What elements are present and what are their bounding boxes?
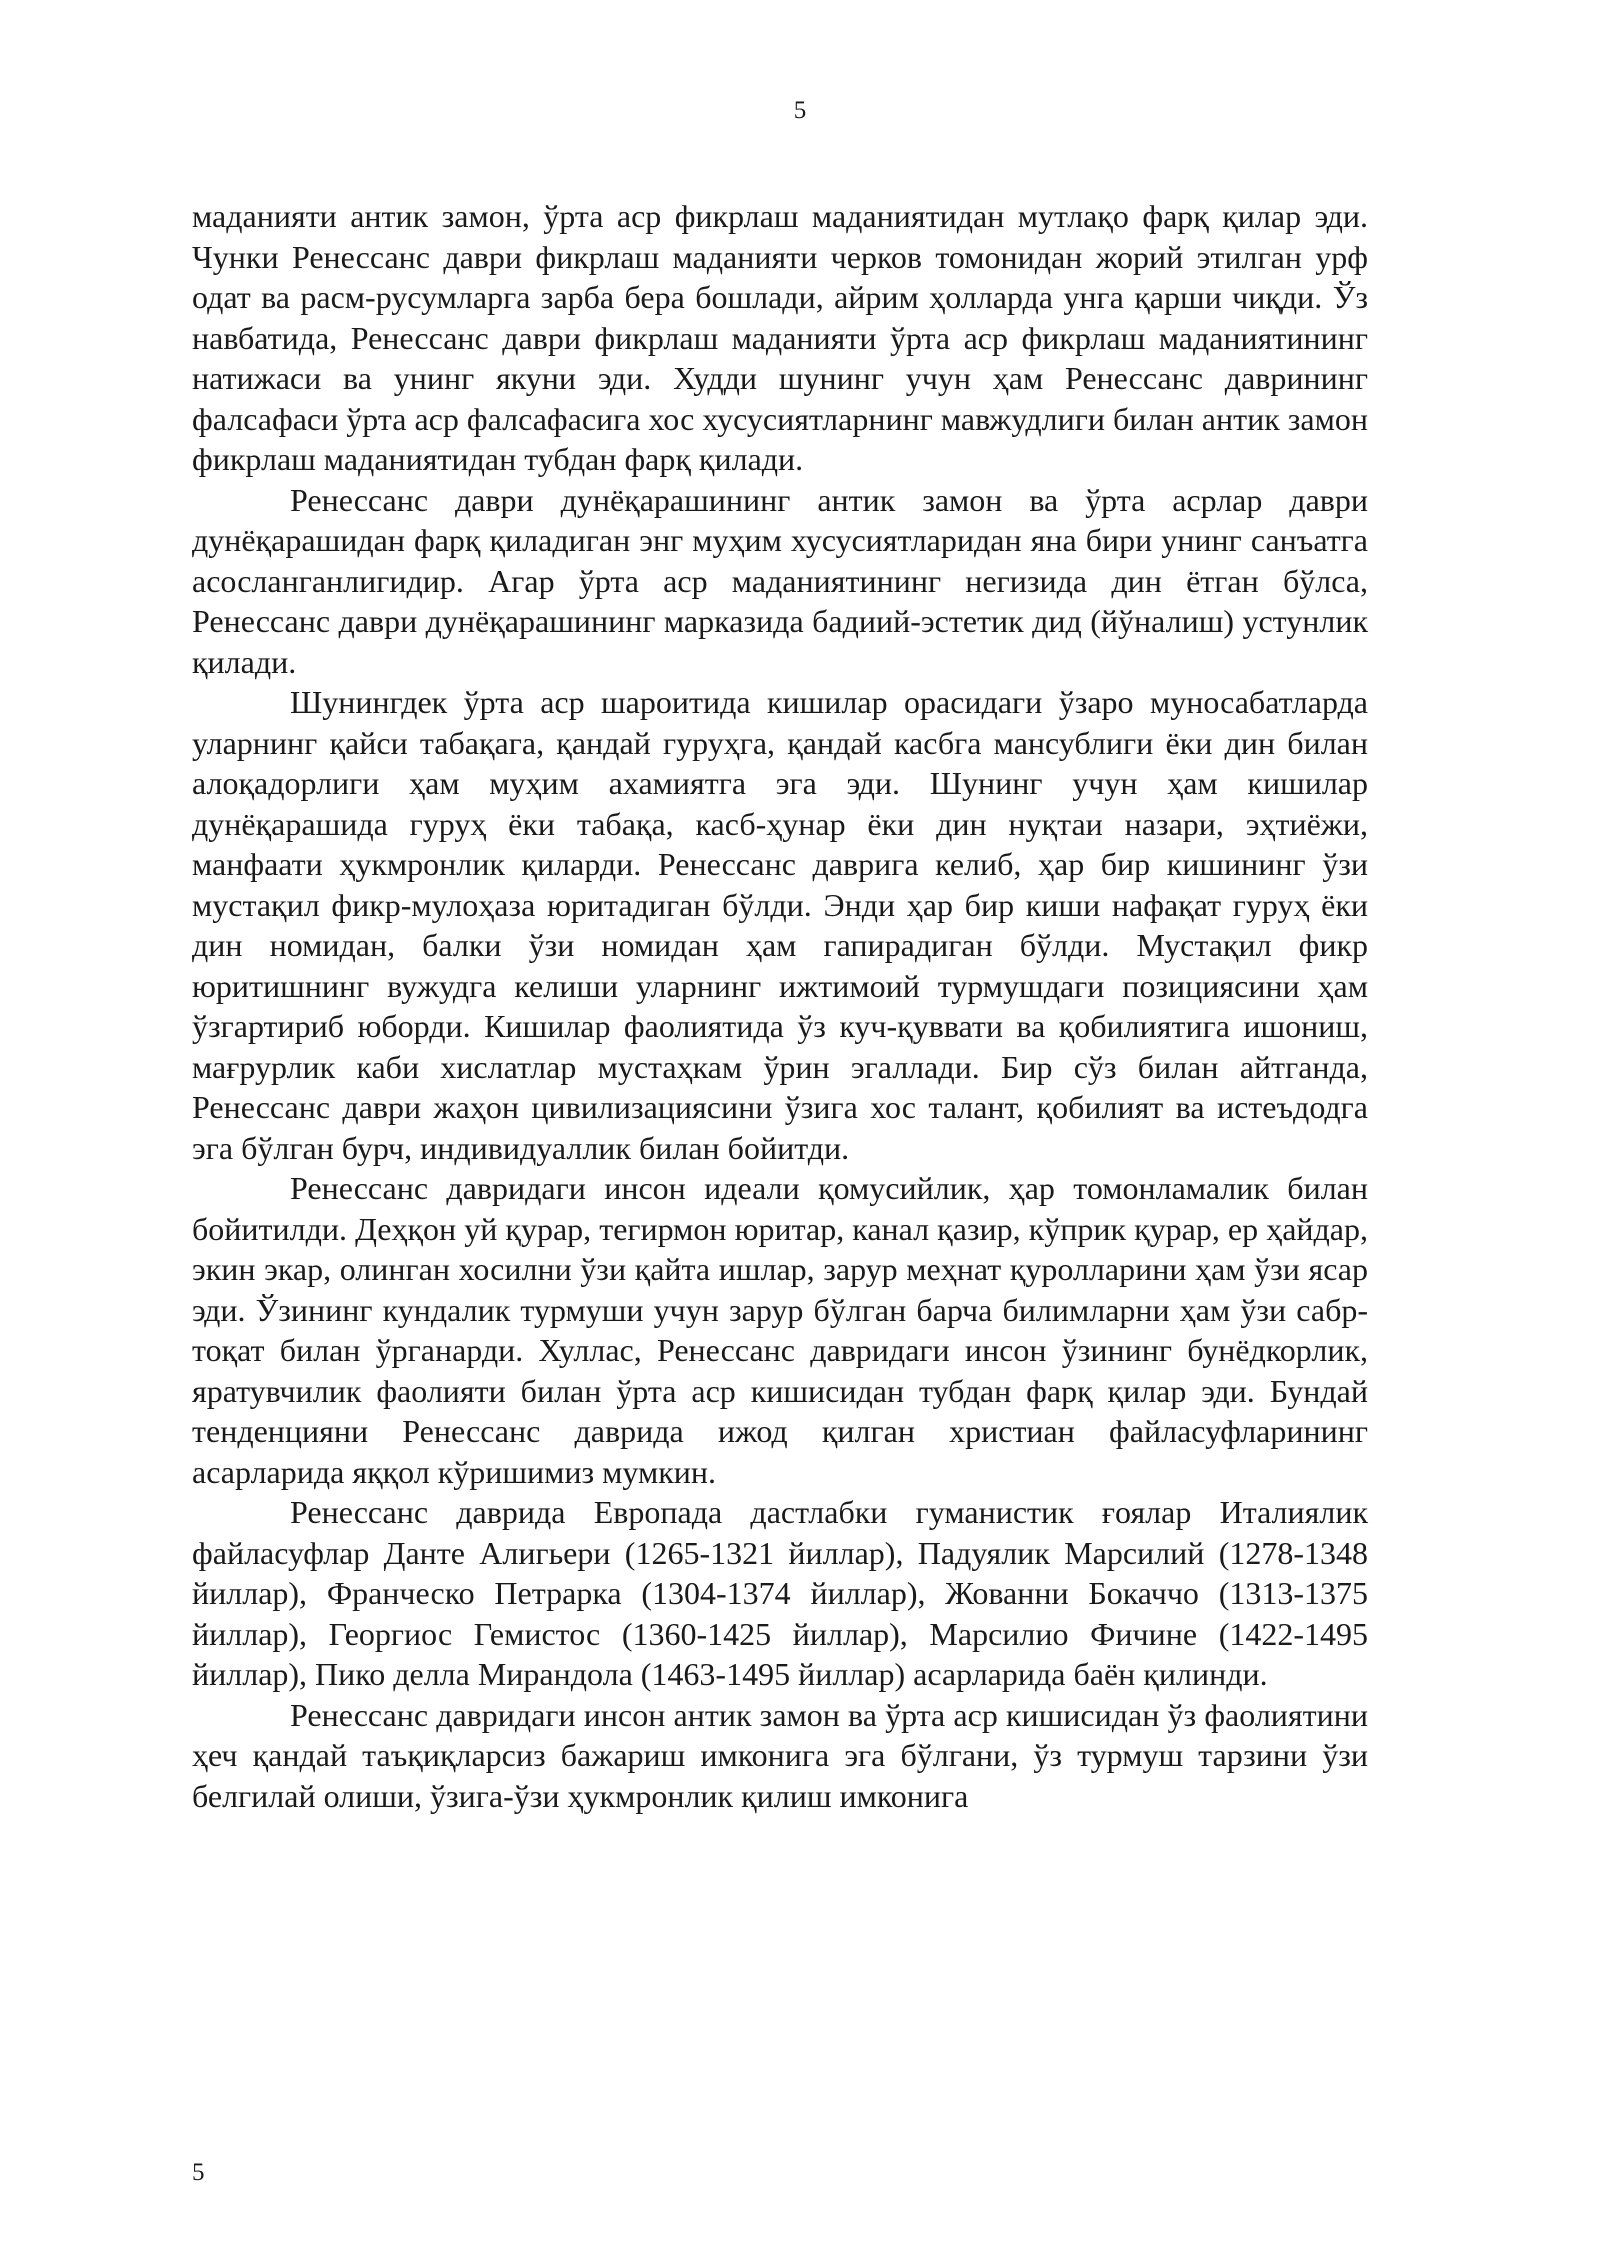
paragraph-continuation: маданияти антик замон, ўрта аср фикрлаш маданиятидан мутлақо фарқ қилар эди. Чунки Ренессанс даври фикрлаш маданияти черков томонидан жорий этилган урф одат ва расм-русумларга зарба бера бошлади, айрим ҳолларда унга қарши чиқди. Ўз навбатида, Ренессанс даври фикрлаш маданияти ўрта аср фикрлаш маданиятининг натижаси ва унинг якуни эди. Худди шунинг учун ҳам Ренессанс даврининг фалсафаси ўрта аср фалсафасига хос хусусиятларнинг мавжудлиги билан антик замон фикрлаш маданиятидан тубдан фарқ қилади. [192,198,1368,477]
page-number-header: 5 [793,97,807,124]
document-body [192,196,1368,1816]
paragraph: Ренессанс давридаги инсон антик замон ва ўрта аср кишисидан ўз фаолиятини ҳеч қандай таъқиқларсиз бажариш имконига эга бўлгани, ўз турмуш тарзини ўзи белгилай олиши, ўзига-ўзи ҳукмронлик қилиш имконига [192,1696,1368,1814]
paragraph: Ренессанс давридаги инсон идеали қомусийлик, ҳар томонламалик билан бойитилди. Деҳқон уй қурар, тегирмон юритар, канал қазир, кўприк қурар, ер ҳайдар, экин экар, олинган хосилни ўзи қайта ишлар, зарур меҳнат қуролларини ҳам ўзи ясар эди. Ўзининг кундалик турмуши учун зарур бўлган барча билимларни ҳам ўзи сабр-тоқат билан ўрганарди. Хуллас, Ренессанс давридаги инсон ўзининг бунёдкорлик, яратувчилик фаолияти билан ўрта аср кишисидан тубдан фарқ қилар эди. Бундай тенденцияни Ренессанс даврида ижод қилган христиан файласуфларининг асарларида яққол кўришимиз мумкин. [192,1170,1368,1490]
paragraph: Ренессанс даври дунёқарашининг антик замон ва ўрта асрлар даври дунёқарашидан фарқ қиладиган энг муҳим хусусиятларидан яна бири унинг санъатга асосланганлигидир. Агар ўрта аср маданиятининг негизида дин ётган бўлса, Ренессанс даври дунёқарашининг марказида бадиий-эстетик дид (йўналиш) устунлик қилади. [192,481,1368,680]
page-number-footer: 5 [192,2159,205,2186]
paragraph: Шунингдек ўрта аср шароитида кишилар орасидаги ўзаро муносабатларда уларнинг қайси табақага, қандай гуруҳга, қандай касбга мансублиги ёки дин билан алоқадорлиги ҳам муҳим ахамиятга эга эди. Шунинг учун ҳам кишилар дунёқарашида гуруҳ ёки табақа, касб-ҳунар ёки дин нуқтаи назари, эҳтиёжи, манфаати ҳукмронлик қиларди. Ренессанс даврига келиб, ҳар бир кишининг ўзи мустақил фикр-мулоҳаза юритадиган бўлди. Энди ҳар бир киши нафақат гуруҳ ёки дин номидан, балки ўзи номидан ҳам гапирадиган бўлди. Мустақил фикр юритишнинг вужудга келиши уларнинг ижтимоий турмушдаги позициясини ҳам ўзгартириб юборди. Кишилар фаолиятида ўз куч-қуввати ва қобилиятига ишониш, мағрурлик каби хислатлар мустаҳкам ўрин эгаллади. Бир сўз билан айтганда, Ренессанс даври жаҳон цивилизациясини ўзига хос талант, қобилият ва истеъдодга эга бўлган бурч, индивидуаллик билан бойитди. [192,684,1368,1166]
paragraph: Ренессанс даврида Европада дастлабки гуманистик ғоялар Италиялик файласуфлар Данте Алигьери (1265-1321 йиллар), Падуялик Марсилий (1278-1348 йиллар), Франческо Петрарка (1304-1374 йиллар), Жованни Бокаччо (1313-1375 йиллар), Георгиос Гемистос (1360-1425 йиллар), Марсилио Фичине (1422-1495 йиллар), Пико делла Мирандола (1463-1495 йиллар) асарларида баён қилинди. [192,1494,1368,1692]
